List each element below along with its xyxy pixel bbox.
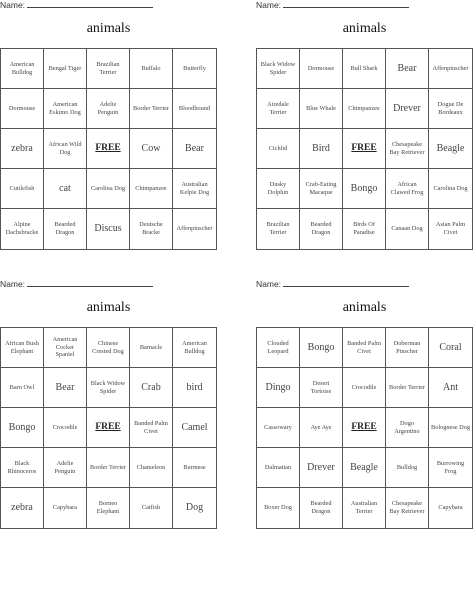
bingo-cell: Bulldog: [386, 448, 429, 488]
bingo-cell: Discus: [87, 209, 130, 249]
bingo-cell: Black Widow Spider: [87, 368, 130, 408]
bingo-cell: bird: [173, 368, 216, 408]
bingo-cell: Cuttlefish: [1, 169, 44, 209]
card-title: animals: [86, 21, 131, 36]
bingo-cell: Brazilian Terrier: [257, 209, 300, 249]
bingo-cell: Airedale Terrier: [257, 89, 300, 129]
bingo-cell: Cassowary: [257, 408, 300, 448]
bingo-cell: Bloodhound: [173, 89, 216, 129]
bingo-cell: Capybara: [44, 488, 87, 528]
name-underline[interactable]: [283, 279, 409, 287]
bingo-cell: Beagle: [343, 448, 386, 488]
name-underline[interactable]: [283, 0, 409, 8]
bingo-cell: Chameleon: [130, 448, 173, 488]
bingo-cell: Dingo: [257, 368, 300, 408]
bingo-cell: Dogo Argentino: [386, 408, 429, 448]
bingo-cell: Buffalo: [130, 49, 173, 89]
bingo-cell: Banded Palm Civet: [343, 328, 386, 368]
bingo-cell: American Eskimo Dog: [44, 89, 87, 129]
bingo-cell: Chesapeake Bay Retriever: [386, 488, 429, 528]
bingo-cell: Bull Shark: [343, 49, 386, 89]
bingo-cell: Border Terrier: [130, 89, 173, 129]
bingo-cell: Burrowing Frog: [429, 448, 472, 488]
bingo-cell: Canaan Dog: [386, 209, 429, 249]
name-field[interactable]: [0, 0, 153, 10]
bingo-cell: Bongo: [343, 169, 386, 209]
bingo-cell: Black Rhinoceros: [1, 448, 44, 488]
bingo-cell: Butterfly: [173, 49, 216, 89]
bingo-cell: Capybara: [438, 504, 463, 512]
bingo-cell: Dogue De Bordeaux: [429, 89, 472, 129]
bingo-cell: Barn Owl: [1, 368, 44, 408]
name-field[interactable]: [256, 279, 409, 289]
bingo-cell: Borneo Elephant: [87, 488, 130, 528]
bingo-cell: Crab-Eating Macaque: [300, 169, 343, 209]
free-space: FREE: [87, 408, 130, 448]
bingo-cell: Birds Of Paradise: [343, 209, 386, 249]
bingo-cell: American Bulldog: [173, 328, 216, 368]
bingo-cell: Bongo: [300, 328, 343, 368]
bingo-cell: Bear: [44, 368, 87, 408]
bingo-cell: Dalmatian: [257, 448, 300, 488]
bingo-cell: Cow: [130, 129, 173, 169]
bingo-cell: Adelie Penguin: [87, 89, 130, 129]
bingo-cell: African Wild Dog: [44, 129, 87, 169]
bingo-grid: [0, 327, 217, 529]
name-label: Name:: [256, 0, 282, 10]
bingo-cell: Desert Tortoise: [300, 368, 343, 408]
bingo-cell: Affenpinscher: [176, 225, 213, 233]
bingo-cell: Bear: [173, 129, 216, 169]
free-space: FREE: [87, 129, 130, 169]
name-field[interactable]: [0, 279, 153, 289]
name-label: Name:: [0, 279, 26, 289]
bingo-cell: Banded Palm Civet: [130, 408, 173, 448]
bingo-cell: Brazilian Terrier: [87, 49, 130, 89]
bingo-cell: Clouded Leopard: [257, 328, 300, 368]
bingo-cell: Border Terrier: [386, 368, 429, 408]
bingo-cell: Chimpanzee: [130, 169, 173, 209]
bingo-cell: Dormouse: [1, 89, 44, 129]
bingo-cell: Australian Terrier: [343, 488, 386, 528]
bingo-cell: Barnacle: [130, 328, 173, 368]
bingo-cell: Alpine Dachsbracke: [1, 209, 44, 249]
free-space: FREE: [343, 408, 386, 448]
bingo-cell: Bongo: [1, 408, 44, 448]
bingo-cell: Camel: [173, 408, 216, 448]
bingo-cell: Australian Kelpie Dog: [173, 169, 216, 209]
bingo-cell: Carolina Dog: [429, 169, 472, 209]
bingo-cell: Chesapeake Bay Retriever: [386, 129, 429, 169]
name-underline[interactable]: [27, 0, 153, 8]
bingo-cell: Asian Palm Civet: [435, 221, 466, 236]
bingo-cell: Affenpinscher: [429, 49, 472, 89]
bingo-cell: Cichlid: [257, 129, 300, 169]
bingo-grid: [256, 327, 473, 529]
bingo-cell: Dusky Dolphin: [257, 169, 300, 209]
bingo-cell: Bearded Dragon: [300, 209, 343, 249]
bingo-cell: Deutsche Bracke: [130, 209, 173, 249]
bingo-cell: Catfish: [130, 488, 173, 528]
bingo-cell: Boxer Dog: [257, 488, 300, 528]
bingo-cell: Bolognese Dog: [429, 408, 472, 448]
bingo-cell: African Clawed Frog: [386, 169, 429, 209]
bingo-cell: Beagle: [429, 129, 472, 169]
bingo-cell: Bear: [386, 49, 429, 89]
bingo-cell: American Bulldog: [1, 49, 44, 89]
name-label: Name:: [0, 0, 26, 10]
bingo-cell: Border Terrier: [87, 448, 130, 488]
bingo-cell: Burmese: [173, 448, 216, 488]
bingo-cell: Bengal Tiger: [44, 49, 87, 89]
bingo-cell: Doberman Pinscher: [386, 328, 429, 368]
bingo-cell: Dog: [185, 502, 204, 513]
free-space: FREE: [343, 129, 386, 169]
card-title: animals: [342, 21, 387, 36]
bingo-cell: Bird: [300, 129, 343, 169]
bingo-cell: Aye Aye: [300, 408, 343, 448]
name-underline[interactable]: [27, 279, 153, 287]
bingo-cell: Coral: [429, 328, 472, 368]
bingo-cell: Drever: [300, 448, 343, 488]
bingo-grid: [256, 48, 473, 250]
bingo-cell: African Bush Elephant: [1, 328, 44, 368]
bingo-cell: cat: [44, 169, 87, 209]
bingo-cell: Crab: [130, 368, 173, 408]
bingo-cell: Black Widow Spider: [257, 49, 300, 89]
card-title: animals: [342, 300, 387, 315]
bingo-cell: Blue Whale: [300, 89, 343, 129]
bingo-cell: zebra: [1, 488, 44, 528]
bingo-cell: Chinese Crested Dog: [87, 328, 130, 368]
bingo-grid: [0, 48, 217, 250]
card-title: animals: [86, 300, 131, 315]
name-field[interactable]: [256, 0, 409, 10]
bingo-cell: Bearded Dragon: [44, 209, 87, 249]
bingo-cell: American Cocker Spaniel: [44, 328, 87, 368]
bingo-cell: Dormouse: [300, 49, 343, 89]
name-label: Name:: [256, 279, 282, 289]
bingo-cell: Crocodile: [343, 368, 386, 408]
bingo-cell: zebra: [1, 129, 44, 169]
bingo-cell: Crocodile: [44, 408, 87, 448]
bingo-cell: Ant: [429, 368, 472, 408]
bingo-cell: Chimpanzee: [343, 89, 386, 129]
bingo-cell: Drever: [386, 89, 429, 129]
bingo-cell: Carolina Dog: [87, 169, 130, 209]
bingo-cell: Adelie Penguin: [44, 448, 87, 488]
bingo-cell: Bearded Dragon: [300, 488, 343, 528]
